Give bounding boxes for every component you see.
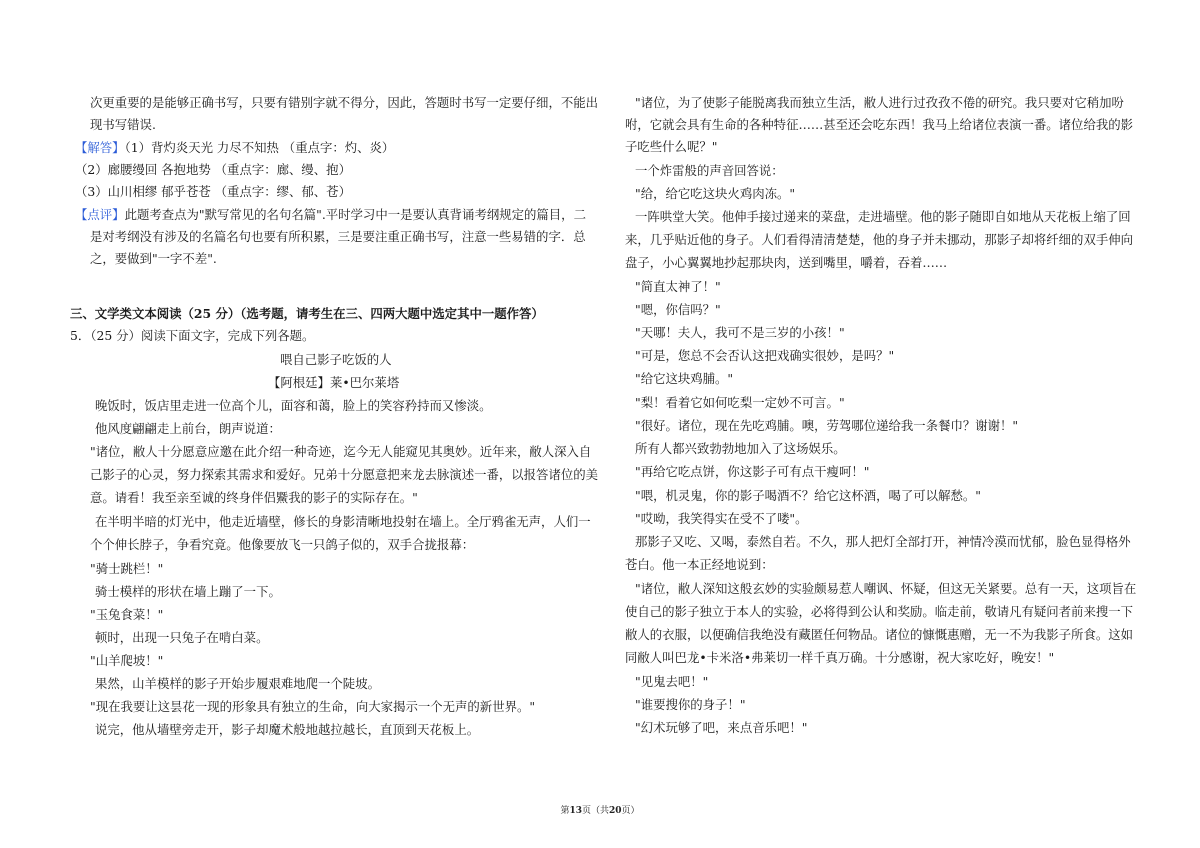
text-line: "梨！看着它如何吃梨一定妙不可言。" (635, 395, 845, 410)
answer-tag: 【解答】 (75, 140, 125, 155)
text-line: 此题考查点为"默写常见的名句名篇".平时学习中一是要认真背诵考纲规定的篇目，二 (124, 207, 586, 222)
text-line: 子吃些什么呢？" (625, 139, 718, 154)
text-line: 晚饭时，饭店里走进一位高个儿，面容和蔼，脸上的笑容矜持而又惨淡。 (95, 398, 492, 413)
text-line: 盘子，小心翼翼地抄起那块肉，送到嘴里，嚼着，吞着…… (625, 255, 948, 270)
text-line: 在半明半暗的灯光中，他走近墙壁，修长的身影清晰地投射在墙上。全厅鸦雀无声，人们一 (95, 514, 591, 529)
text-line: "幻术玩够了吧，来点音乐吧！" (635, 720, 808, 735)
text-line: "哎呦，我笑得实在受不了喽"。 (635, 511, 808, 526)
text-line: 一个炸雷般的声音回答说： (635, 163, 784, 178)
text-line: "现在我要让这昙花一现的形象具有独立的生命，向大家揭示一个无声的新世界。" (90, 699, 536, 714)
text-line: 说完，他从墙壁旁走开，影子却魔术般地越拉越长，直顶到天花板上。 (95, 722, 480, 737)
text-line: "可是，您总不会否认这把戏确实很妙，是吗？" (635, 348, 895, 363)
text-line: "诸位，敝人十分愿意应邀在此介绍一种奇迹，迄今无人能窥见其奥妙。近年来，敝人深入自 (90, 444, 592, 459)
text-line: 敝人的衣服，以便确信我绝没有藏匿任何物品。诸位的慷慨惠赠，无一不为我影子所食。这如 (625, 627, 1134, 642)
text-line: "天哪！夫人，我可不是三岁的小孩！" (635, 325, 845, 340)
question-number: 5．（25 分）阅读下面文字，完成下列各题。 (70, 328, 315, 343)
page-total: 20 (609, 806, 622, 816)
text-line: "给它这块鸡脯。" (635, 371, 734, 386)
article-title: 喂自己影子吃饭的人 (280, 352, 392, 367)
answer-line (75, 141, 394, 155)
footer-text: 页） (621, 806, 640, 816)
text-line: "给，给它吃这块火鸡肉冻。" (635, 186, 796, 201)
text-line: "见鬼去吧！" (635, 674, 709, 689)
text-line: 是对考纲没有涉及的名篇名句也要有所积累，三是要注重正确书写，注意一些易错的字．总 (90, 229, 586, 244)
text-line: "嗯，你信吗？" (635, 302, 721, 317)
text-line: 他风度翩翩走上前台，朗声说道： (95, 421, 281, 436)
text-line: 一阵哄堂大笑。他伸手接过递来的菜盘，走进墙壁。他的影子随即自如地从天花板上缩了回 (635, 209, 1131, 224)
text-line: 果然，山羊模样的影子开始步履艰难地爬一个陡坡。 (95, 676, 380, 691)
text-line: 所有人都兴致勃勃地加入了这场娱乐。 (635, 441, 846, 456)
text-line: 同敝人叫巴龙•卡米洛•弗莱切一样千真万确。十分感谢，祝大家吃好，晚安！" (625, 650, 1055, 665)
text-line: 之，要做到"一字不差". (90, 251, 217, 266)
text-line: （2）廊腰缦回 各抱地势 （重点字：廊、缦、抱） (75, 162, 351, 177)
article-author: 【阿根廷】莱•巴尔莱塔 (268, 375, 400, 390)
comment-tag: 【点评】 (75, 207, 125, 222)
text-line: （1）背灼炎天光 力尽不知热 （重点字：灼、炎） (124, 140, 395, 155)
text-line: "玉兔食菜！" (90, 607, 164, 622)
text-line: 骑士模样的形状在墙上蹦了一下。 (95, 584, 281, 599)
text-line: "山羊爬坡！" (90, 653, 164, 668)
text-line: 现书写错误. (90, 117, 156, 132)
text-line: "诸位，敝人深知这般玄妙的实验颇易惹人嘲讽、怀疑，但这无关紧要。总有一天，这项旨在 (635, 581, 1137, 596)
text-line: 那影子又吃、又喝，泰然自若。不久，那人把灯全部打开，神情冷漠而忧郁，脸色显得格外 (635, 534, 1131, 549)
comment-line (75, 208, 586, 222)
text-line: 意。请看！我至亲至诚的终身伴侣鱀我的影子的实际存在。" (90, 490, 418, 505)
text-line: （3）山川相缪 郁乎苍苍 （重点字：缪、郁、苍） (75, 184, 351, 199)
footer-text: 页（共 (581, 806, 609, 816)
section-heading: 三、文学类文本阅读（25 分）（选考题，请考生在三、四两大题中选定其中一题作答） (70, 306, 544, 321)
text-line: 来，几乎贴近他的身子。人们看得清清楚楚，他的身子并未挪动，那影子却将纤细的双手伸向 (625, 232, 1134, 247)
text-line: "诸位，为了使影子能脱离我而独立生活，敝人进行过孜孜不倦的研究。我只要对它稍加吩 (635, 95, 1124, 110)
text-line: "谁要搜你的身子！" (635, 697, 746, 712)
text-line: "很好。诸位，现在先吃鸡脯。噢，劳驾哪位递给我一条餐巾？谢谢！" (635, 418, 1019, 433)
page-footer (0, 803, 1200, 816)
text-line: 使自己的影子独立于本人的实验，必将得到公认和奖励。临走前，敬请凡有疑问者前来搜一下 (625, 604, 1134, 619)
text-line: 个个伸长脖子，争看究竟。他像要放飞一只鸽子似的，双手合拢报幕： (90, 537, 475, 552)
page-number: 13 (569, 806, 582, 816)
text-line: 咐，它就会具有生命的各种特征……甚至还会吃东西！我马上给诸位表演一番。诸位给我的影 (625, 117, 1134, 132)
text-line: "简直太神了！" (635, 279, 721, 294)
text-line: 己影子的心灵，努力探索其需求和爱好。兄弟十分愿意把来龙去脉演述一番，以报答诸位的美 (90, 467, 599, 482)
text-line: 苍白。他一本正经地说到： (625, 557, 774, 572)
footer-text: 第 (560, 806, 570, 816)
text-line: "骑士跳栏！" (90, 561, 164, 576)
text-line: 次更重要的是能够正确书写，只要有错别字就不得分，因此，答题时书写一定要仔细，不能出 (90, 95, 599, 110)
text-line: "再给它吃点饼，你这影子可有点干瘦呵！" (635, 464, 870, 479)
text-line: 顿时，出现一只兔子在啃白菜。 (95, 630, 269, 645)
text-line: "喂，机灵鬼，你的影子喝酒不？给它这杯酒，喝了可以解愁。" (635, 488, 981, 503)
